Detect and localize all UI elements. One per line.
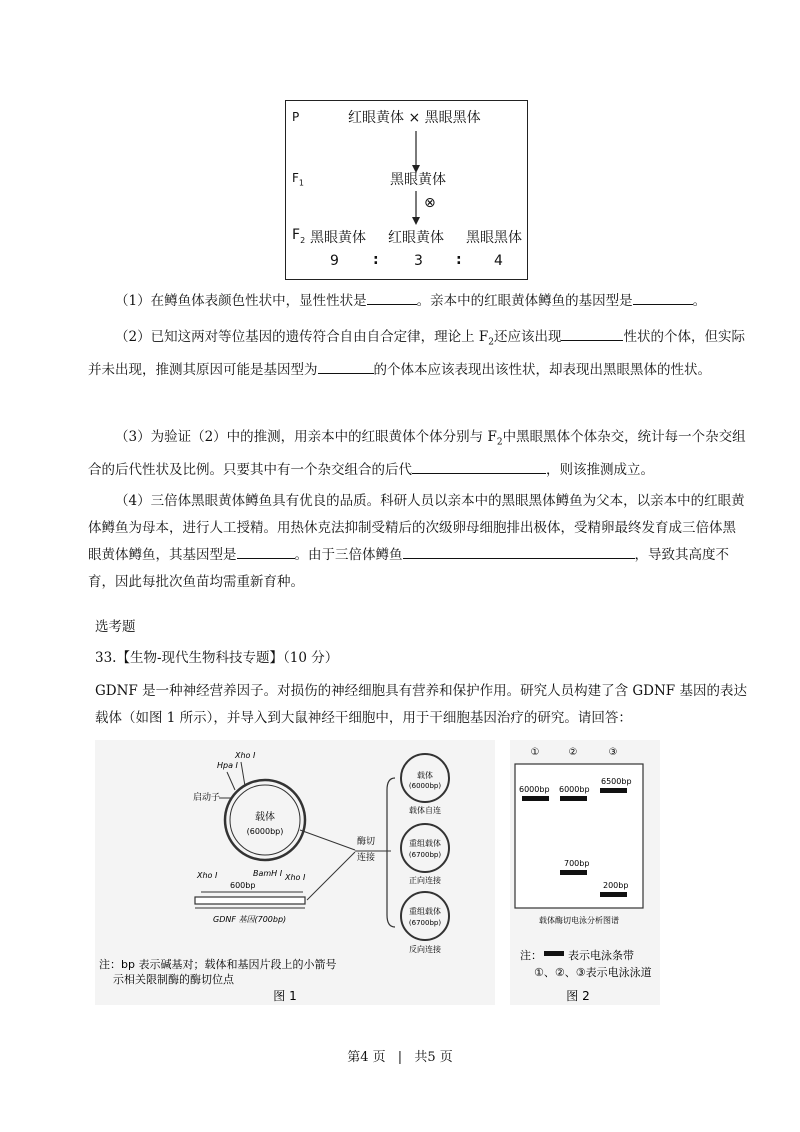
ratio-value: 3: [414, 253, 423, 269]
question-3: （3）为验证（2）中的推测，用亲本中的红眼黄体个体分别与 $F_2$中黑眼黑体个体杂交，统计每一个杂交组合的后代性状及比例。只要其中有一个杂交组合的后代 ，则该推测成立。: [88, 429, 746, 478]
page-number: 第4 页: [347, 1050, 386, 1065]
result-size: (6700bp): [408, 851, 442, 859]
gel-band: [560, 870, 587, 875]
result-caption: 载体自连: [409, 806, 441, 815]
p-generation-label: P: [292, 110, 300, 124]
section-label: 选考题: [95, 619, 136, 635]
result-name: 载体: [417, 771, 433, 780]
band-legend-swatch: [544, 951, 564, 956]
f2-generation-label: $F_2$: [292, 227, 306, 245]
ratio-separator: :: [373, 252, 379, 268]
gdnf-gene-fragment: [195, 897, 305, 904]
question-2: （2）已知这两对等位基因的遗传符合自由自合定律，理论上 $F_2$还应该出现 性状的个体，但实际并未出现，推测其原因可能是基因型为 的个体本应该表现出该性状，却表现出黑眼黑体的性状。: [88, 324, 748, 384]
band-label: 6000bp: [559, 785, 590, 794]
parental-cross: 红眼黄体 × 黑眼黑体: [348, 110, 481, 126]
figure-1-diagram: [95, 740, 495, 1005]
result-caption: 正向连接: [409, 876, 441, 885]
segment-length: 600bp: [230, 881, 256, 890]
answer-blank[interactable]: [633, 290, 693, 305]
promoter-label: 启动子: [193, 793, 221, 803]
f2-phenotype: 黑眼黑体: [466, 230, 522, 246]
band-label: 200bp: [603, 881, 629, 890]
figure-1-note: 示相关限制酶的酶切位点: [113, 973, 234, 986]
gel-band: [522, 796, 549, 801]
figure-2-gel: [510, 740, 660, 1005]
answer-blank[interactable]: [403, 544, 635, 559]
figure-2-caption: 图 2: [566, 989, 590, 1003]
question-33-intro: GDNF 是一种神经营养因子。对损伤的神经细胞具有营养和保护作用。研究人员构建了含 GDNF 基因的表达载体（如图 1 所示），并导入到大鼠神经干细胞中，用于干细胞基因治疗的研究。请回答：: [95, 683, 747, 726]
gel-caption: 载体酶切电泳分析图谱: [539, 916, 619, 925]
ratio-separator: :: [456, 252, 462, 268]
page-footer: [0, 1046, 800, 1065]
result-name: 重组载体: [409, 907, 441, 916]
page-total: 共5 页: [414, 1050, 453, 1065]
footer-separator: |: [397, 1050, 403, 1065]
xho-site-label: Xho I: [235, 751, 256, 760]
result-size: (6700bp): [408, 919, 442, 927]
lane-label: ②: [568, 747, 578, 758]
f1-generation-label: $F_1$: [292, 171, 304, 188]
f2-phenotype: 红眼黄体: [388, 230, 444, 246]
bamh-site-label: BamH I: [253, 869, 283, 878]
ratio-value: 4: [494, 253, 503, 269]
arrow-down-icon: [410, 191, 422, 225]
figure-2-note-prefix: 注：: [520, 949, 542, 962]
vector-size: (6000bp): [246, 827, 284, 836]
figure-1-note: 注：bp 表示碱基对；载体和基因片段上的小箭号: [99, 958, 337, 971]
gel-band: [600, 892, 627, 897]
band-label: 700bp: [564, 859, 590, 868]
vector-label: 载体: [255, 812, 275, 823]
gel-band: [560, 796, 587, 801]
result-name: 重组载体: [409, 839, 441, 848]
result-caption: 反向连接: [409, 945, 441, 954]
gene-label: GDNF 基因(700bp): [213, 915, 287, 924]
arrow-down-icon: [410, 131, 422, 173]
question-4: （4）三倍体黑眼黄体鳟鱼具有优良的品质。科研人员以亲本中的黑眼黑体鳟鱼为父本，以亲本中的红眼黄体鳟鱼为母本，进行人工授精。用热休克法抑制受精后的次级卵母细胞排出极体，受精卵最终发育成三倍体黑眼黄体鳟鱼，其基因型是 。由于三倍体鳟鱼 ，导致其高度不育，因此每批次鱼苗均需重新育种。: [88, 493, 745, 590]
answer-blank[interactable]: [318, 359, 374, 374]
f2-phenotype: 黑眼黄体: [310, 230, 366, 246]
enzyme-step-label: 酶切: [357, 837, 376, 847]
answer-blank[interactable]: [561, 326, 623, 341]
lane-label: ①: [530, 747, 540, 758]
answer-blank[interactable]: [367, 290, 417, 305]
question-1: （1）在鳟鱼体表颜色性状中，显性性状是 。亲本中的红眼黄体鳟鱼的基因型是 。: [88, 288, 748, 315]
band-label: 6000bp: [519, 785, 550, 794]
result-size: (6000bp): [408, 782, 442, 790]
band-label: 6500bp: [601, 777, 632, 786]
gel-band: [600, 788, 627, 793]
xho-site-label: Xho I: [197, 871, 218, 880]
selfing-symbol: ⊗: [424, 195, 436, 211]
genetic-cross-diagram: [285, 100, 528, 280]
answer-blank[interactable]: [237, 544, 295, 559]
figure-2-note: ①、②、③表示电泳泳道: [534, 966, 652, 979]
figure-1-caption: 图 1: [273, 989, 297, 1003]
answer-blank[interactable]: [412, 459, 546, 474]
lane-label: ③: [608, 747, 618, 758]
f1-phenotype: 黑眼黄体: [390, 172, 446, 188]
figure-2-note: 表示电泳条带: [568, 949, 634, 962]
xho-site-label: Xho I: [285, 873, 306, 882]
hpa-site-label: Hpa I: [217, 761, 238, 770]
ratio-value: 9: [330, 253, 339, 269]
ligation-step-label: 连接: [357, 853, 376, 863]
question-33-title: 33.【生物-现代生物科技专题】（10 分）: [95, 650, 339, 666]
